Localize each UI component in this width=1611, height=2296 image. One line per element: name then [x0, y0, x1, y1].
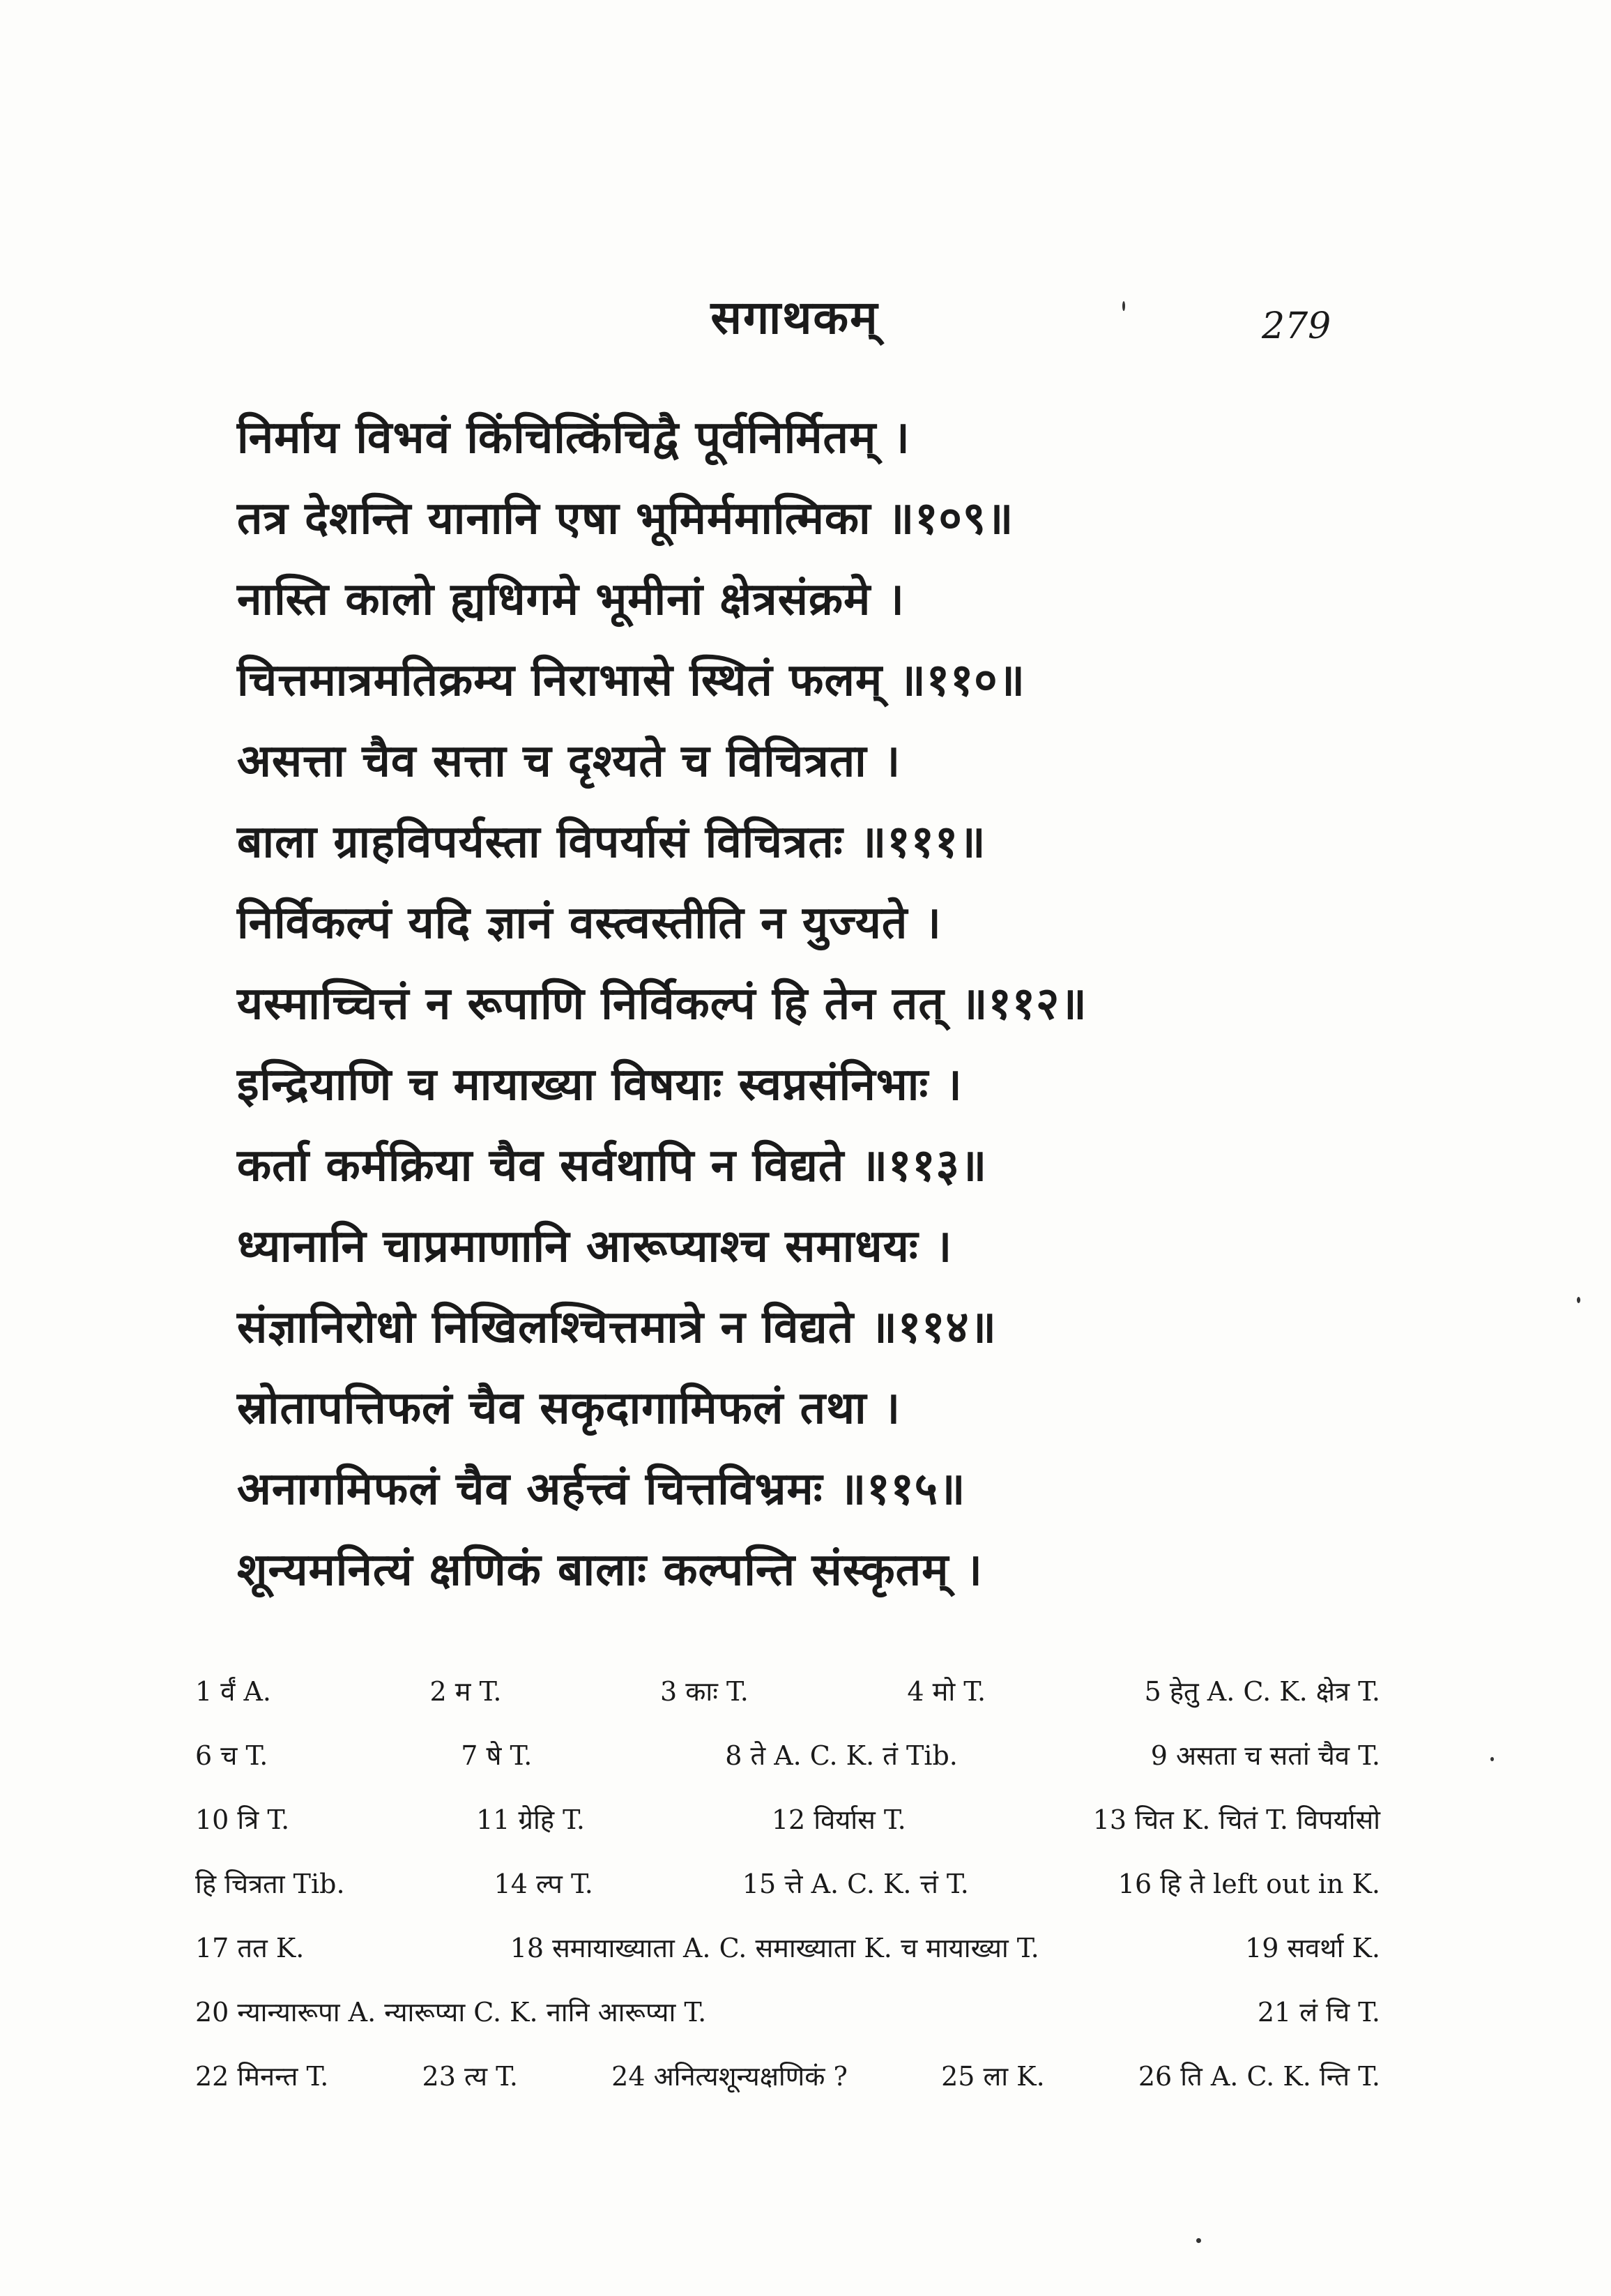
footnote: 6 च T.: [195, 1740, 268, 1771]
verse-line: निर्माय विभवं किंचित्किंचिद्वै पूर्वनिर्मितम् ।: [237, 412, 910, 464]
verse-line: इन्द्रियाणि च मायाख्या विषयाः स्वप्नसंनिभाः ।: [237, 1059, 963, 1111]
footnote: 7 षे T.: [461, 1740, 533, 1771]
footnote-line: [195, 1724, 1380, 1788]
footnote: 14 ल्प T.: [494, 1869, 593, 1899]
footnote-line: [195, 2044, 1380, 2108]
verse-line: चित्तमात्रमतिक्रम्य निराभासे स्थितं फलम् ॥११०॥: [237, 655, 1025, 706]
footnote: 17 तत K.: [195, 1933, 305, 1963]
footnote: 9 असता च सतां चैव T.: [1150, 1740, 1380, 1771]
footnotes-block: [195, 1659, 1380, 2108]
verse-line: संज्ञानिरोधो निखिलश्चित्तमात्रे न विद्यते ॥११४॥: [237, 1302, 997, 1353]
footnote-line: [195, 1852, 1380, 1916]
verse-line: असत्ता चैव सत्ता च दृश्यते च विचित्रता ।: [237, 736, 901, 787]
footnote: 2 म T.: [429, 1676, 502, 1707]
verse-line: निर्विकल्पं यदि ज्ञानं वस्त्वस्तीति न युज्यते ।: [237, 897, 942, 949]
footnote: 1 र्वं A.: [195, 1676, 271, 1707]
footnote-line: [195, 1916, 1380, 1980]
scan-speck: [1122, 301, 1125, 311]
footnote: 20 न्यान्यारूपा A. न्यारूप्या C. K. नानि आरूप्या T.: [195, 1997, 707, 2028]
footnote: 8 ते A. C. K. तं Tib.: [725, 1740, 958, 1771]
footnote: 24 अनित्यशून्यक्षणिकं ?: [611, 2061, 848, 2092]
footnote: 11 ग्रेहि T.: [476, 1804, 585, 1835]
footnote: 16 हि ते left out in K.: [1117, 1869, 1380, 1899]
footnote: 15 त्ते A. C. K. त्तं T.: [742, 1869, 969, 1899]
scan-speck: [1196, 2238, 1201, 2243]
verse-line: अनागमिफलं चैव अर्हत्त्वं चित्तविभ्रमः ॥११५॥: [237, 1463, 966, 1515]
verse-line: तत्र देशन्ति यानानि एषा भूमिर्ममात्मिका ॥१०९॥: [237, 493, 1014, 545]
footnote: 26 ति A. C. K. न्ति T.: [1138, 2061, 1380, 2092]
verse-line: शून्यमनित्यं क्षणिकं बालाः कल्पन्ति संस्कृतम् ।: [237, 1544, 983, 1596]
footnote: 21 लं चि T.: [1257, 1997, 1380, 2028]
verse-line: नास्ति कालो ह्यधिगमे भूमीनां क्षेत्रसंक्रमे ।: [237, 574, 905, 625]
footnote: 23 त्य T.: [422, 2061, 518, 2092]
footnote: 12 विर्यास T.: [771, 1804, 906, 1835]
footnote: 25 ला K.: [941, 2061, 1045, 2092]
footnote: 18 समायाख्याता A. C. समाख्याता K. च मायाख्या T.: [510, 1933, 1039, 1963]
footnote-line: [195, 1788, 1380, 1852]
footnote: 5 हेतु A. C. K. क्षेत्र T.: [1144, 1676, 1380, 1707]
page-number: 279: [1262, 305, 1331, 347]
verse-line: ध्यानानि चाप्रमाणानि आरूप्याश्च समाधयः ।: [237, 1221, 953, 1272]
scan-speck: [1577, 1297, 1580, 1303]
scan-speck: [1490, 1757, 1494, 1761]
verse-line: कर्ता कर्मक्रिया चैव सर्वथापि न विद्यते ॥११३॥: [237, 1140, 988, 1192]
footnote: हि चित्रता Tib.: [195, 1869, 345, 1899]
verse-line: यस्माच्चित्तं न रूपाणि निर्विकल्पं हि तेन तत् ॥११२॥: [237, 978, 1087, 1030]
footnote-line: [195, 1980, 1380, 2044]
footnote: 4 मो T.: [907, 1676, 986, 1707]
footnote: 19 सवर्था K.: [1245, 1933, 1380, 1963]
footnote: 10 त्रि T.: [195, 1804, 290, 1835]
page-title: सगाथकम्: [710, 291, 879, 344]
verse-line: स्रोतापत्तिफलं चैव सकृदागामिफलं तथा ।: [237, 1383, 901, 1434]
verse-block: [237, 397, 1380, 1611]
footnote: 22 मिनन्त T.: [195, 2061, 329, 2092]
footnote-line: [195, 1659, 1380, 1724]
footnote: 3 काः T.: [659, 1676, 749, 1707]
footnote: 13 चित K. चितं T. विपर्यासो: [1092, 1804, 1380, 1835]
verse-line: बाला ग्राहविपर्यस्ता विपर्यासं विचित्रतः ॥१११॥: [237, 816, 986, 868]
